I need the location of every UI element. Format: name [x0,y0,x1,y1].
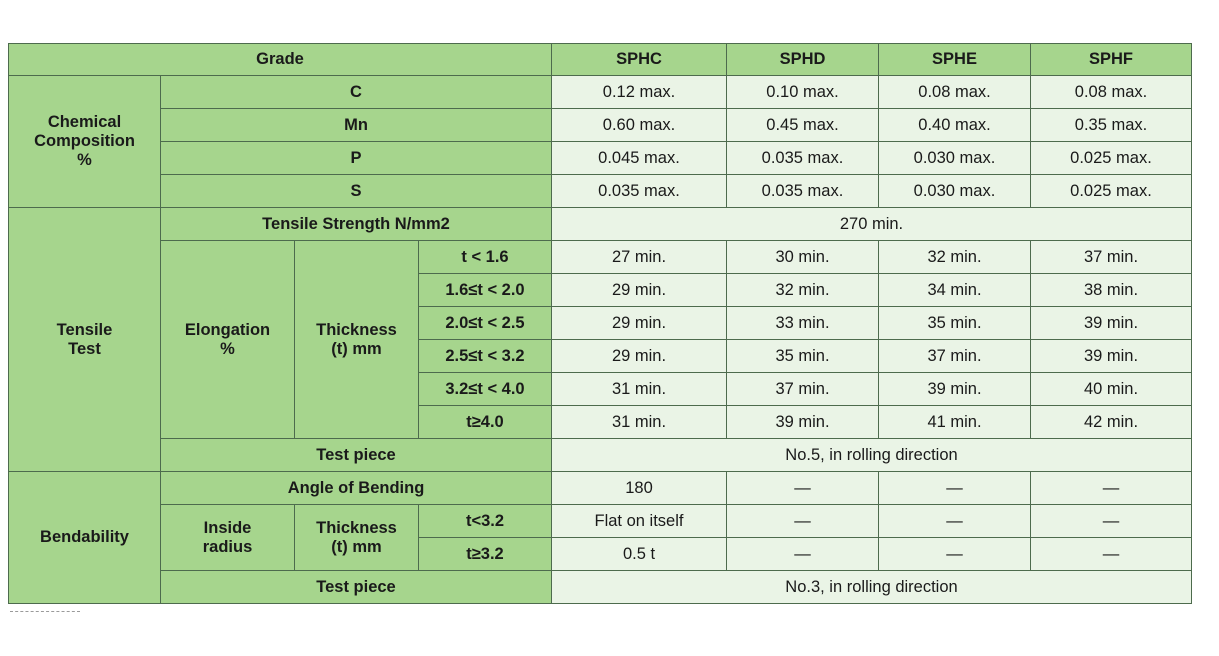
tensile-strength-label: Tensile Strength N/mm2 [161,208,552,241]
value-cell: 31 min. [552,373,727,406]
chemical-composition-text: Chemical Composition % [34,113,135,169]
elongation-thickness-text: Thickness (t) mm [316,320,397,358]
bend-test-piece-value: No.3, in rolling direction [552,571,1192,604]
value-cell: — [1031,505,1192,538]
value-cell: 39 min. [1031,340,1192,373]
value-cell: 0.035 max. [552,175,727,208]
thickness-range: 2.5≤t < 3.2 [419,340,552,373]
thickness-range: 3.2≤t < 4.0 [419,373,552,406]
value-cell: 29 min. [552,340,727,373]
chem-row-p [9,142,1192,175]
value-cell: 34 min. [879,274,1031,307]
tensile-test-piece-value: No.5, in rolling direction [552,439,1192,472]
chem-row-mn [9,109,1192,142]
thickness-range: 2.0≤t < 2.5 [419,307,552,340]
grade-sphf-header: SPHF [1031,44,1192,76]
elongation-row [9,241,1192,274]
value-cell: 0.40 max. [879,109,1031,142]
value-cell: 40 min. [1031,373,1192,406]
value-cell: — [727,538,879,571]
thickness-range: 1.6≤t < 2.0 [419,274,552,307]
value-cell: — [727,505,879,538]
grade-sphe-header: SPHE [879,44,1031,76]
thickness-range: t<3.2 [419,505,552,538]
tensile-strength-row [9,208,1192,241]
inside-radius-row [9,505,1192,538]
tensile-test-label [9,208,161,472]
element-label: C [161,76,552,109]
element-label: S [161,175,552,208]
value-cell: 0.025 max. [1031,175,1192,208]
value-cell: 29 min. [552,274,727,307]
chem-row-c [9,76,1192,109]
bend-test-piece-row [9,571,1192,604]
value-cell: — [1031,538,1192,571]
thickness-range: t < 1.6 [419,241,552,274]
value-cell: 0.08 max. [879,76,1031,109]
tensile-strength-value: 270 min. [552,208,1192,241]
tensile-test-piece-label: Test piece [161,439,552,472]
value-cell: 0.08 max. [1031,76,1192,109]
value-cell: 180 [552,472,727,505]
value-cell: 32 min. [727,274,879,307]
value-cell: 33 min. [727,307,879,340]
angle-of-bending-label: Angle of Bending [161,472,552,505]
grade-sphc-header: SPHC [552,44,727,76]
value-cell: 0.45 max. [727,109,879,142]
value-cell: 37 min. [879,340,1031,373]
value-cell: 35 min. [727,340,879,373]
value-cell: 0.035 max. [727,142,879,175]
grade-sphd-header: SPHD [727,44,879,76]
value-cell: 39 min. [1031,307,1192,340]
value-cell: 39 min. [727,406,879,439]
value-cell: 0.60 max. [552,109,727,142]
bend-thickness-text: Thickness (t) mm [316,518,397,556]
value-cell: 29 min. [552,307,727,340]
header-row [9,44,1192,76]
value-cell: — [727,472,879,505]
elongation-text: Elongation % [184,320,271,358]
tensile-test-piece-row [9,439,1192,472]
value-cell: — [879,538,1031,571]
value-cell: 35 min. [879,307,1031,340]
value-cell: 39 min. [879,373,1031,406]
value-cell: 30 min. [727,241,879,274]
elongation-label [161,241,295,439]
chem-row-s [9,175,1192,208]
tensile-test-text: Tensile Test [56,320,113,358]
bend-thickness-label [295,505,419,571]
value-cell: 0.030 max. [879,175,1031,208]
value-cell: 42 min. [1031,406,1192,439]
value-cell: Flat on itself [552,505,727,538]
value-cell: 0.10 max. [727,76,879,109]
value-cell: 37 min. [727,373,879,406]
steel-grade-spec-table [8,43,1192,604]
chemical-composition-label [9,76,161,208]
value-cell: 27 min. [552,241,727,274]
value-cell: 0.035 max. [727,175,879,208]
value-cell: — [879,505,1031,538]
value-cell: — [1031,472,1192,505]
thickness-range: t≥4.0 [419,406,552,439]
bend-test-piece-label: Test piece [161,571,552,604]
value-cell: 0.35 max. [1031,109,1192,142]
value-cell: 37 min. [1031,241,1192,274]
inside-radius-text: Inside radius [202,518,253,556]
element-label: Mn [161,109,552,142]
elongation-thickness-label [295,241,419,439]
thickness-range: t≥3.2 [419,538,552,571]
value-cell: 32 min. [879,241,1031,274]
value-cell: 38 min. [1031,274,1192,307]
value-cell: 0.12 max. [552,76,727,109]
angle-of-bending-row [9,472,1192,505]
value-cell: 0.030 max. [879,142,1031,175]
value-cell: — [879,472,1031,505]
value-cell: 0.025 max. [1031,142,1192,175]
value-cell: 31 min. [552,406,727,439]
cropped-caption-remnant [10,611,80,615]
element-label: P [161,142,552,175]
inside-radius-label [161,505,295,571]
value-cell: 41 min. [879,406,1031,439]
bendability-label: Bendability [9,472,161,604]
grade-header: Grade [9,44,552,76]
value-cell: 0.045 max. [552,142,727,175]
value-cell: 0.5 t [552,538,727,571]
